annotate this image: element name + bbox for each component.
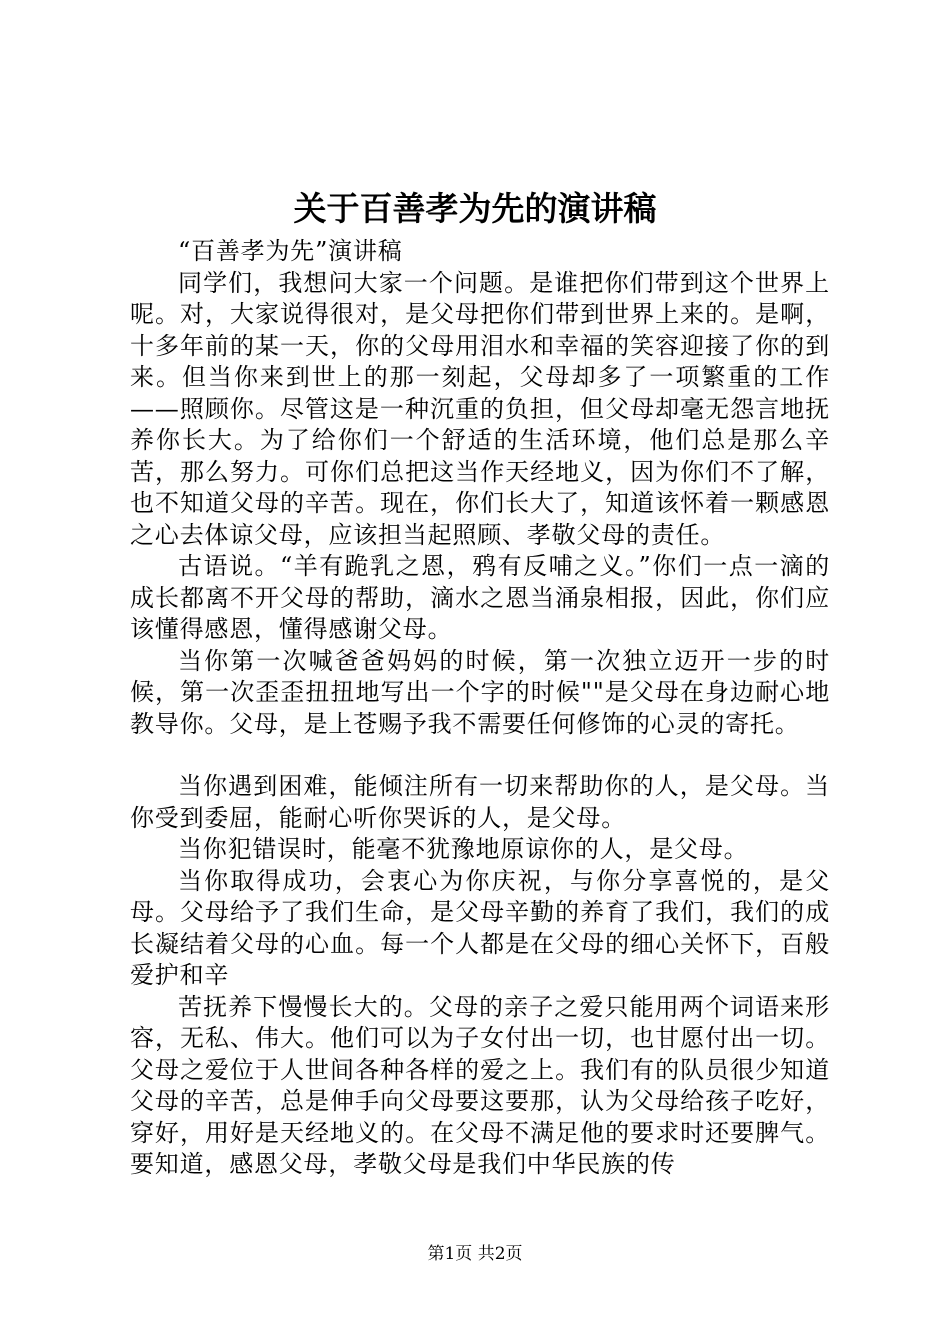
paragraph: 当你遇到困难，能倾注所有一切来帮助你的人，是父母。当你受到委屈，能耐心听你哭诉的人，是父母。: [130, 772, 830, 832]
paragraph: 当你犯错误时，能毫不犹豫地原谅你的人，是父母。: [178, 835, 749, 863]
document-title: 关于百善孝为先的演讲稿: [293, 189, 657, 228]
paragraph: 苦抚养下慢慢长大的。父母的亲子之爱只能用两个词语来形容，无私、伟大。他们可以为子女付出一切，也甘愿付出一切。父母之爱位于人世间各种各样的爱之上。我们有的队员很少知道父母的辛苦，总是伸手向父母要这要那，认为父母给孩子吃好，穿好，用好是天经地义的。在父母不满足他的要求时还要脾气。要知道，感恩父母，孝敬父母是我们中华民族的传: [130, 992, 830, 1178]
document-body: [130, 236, 830, 1181]
page-number-label: 第1页 共2页: [427, 1244, 523, 1264]
page-footer: [0, 1242, 950, 1266]
paragraph: 当你第一次喊爸爸妈妈的时候，第一次独立迈开一步的时候，第一次歪歪扭扭地写出一个字的时候""是父母在身边耐心地教导你。父母，是上苍赐予我不需要任何修饰的心灵的寄托。: [130, 646, 830, 738]
paragraph-subtitle: “百善孝为先”演讲稿: [178, 237, 403, 265]
paragraph: 当你取得成功，会衷心为你庆祝，与你分享喜悦的，是父母。父母给予了我们生命，是父母辛勤的养育了我们，我们的成长凝结着父母的心血。每一个人都是在父母的细心关怀下，百般爱护和辛: [130, 866, 830, 989]
paragraph: 古语说。“羊有跪乳之恩，鸦有反哺之义。”你们一点一滴的成长都离不开父母的帮助，滴水之恩当涌泉相报，因此，你们应该懂得感恩，懂得感谢父母。: [130, 552, 830, 643]
paragraph: 同学们，我想问大家一个问题。是谁把你们带到这个世界上呢。对，大家说得很对，是父母把你们带到世界上来的。是啊，十多年前的某一天，你的父母用泪水和幸福的笑容迎接了你的到来。但当你来到世上的那一刻起，父母却多了一项繁重的工作——照顾你。尽管这是一种沉重的负担，但父母却毫无怨言地抚养你长大。为了给你们一个舒适的生活环境，他们总是那么辛苦，那么努力。可你们总把这当作天经地义，因为你们不了解，也不知道父母的辛苦。现在，你们长大了，知道该怀着一颗感恩之心去体谅父母，应该担当起照顾、孝敬父母的责任。: [130, 268, 830, 549]
